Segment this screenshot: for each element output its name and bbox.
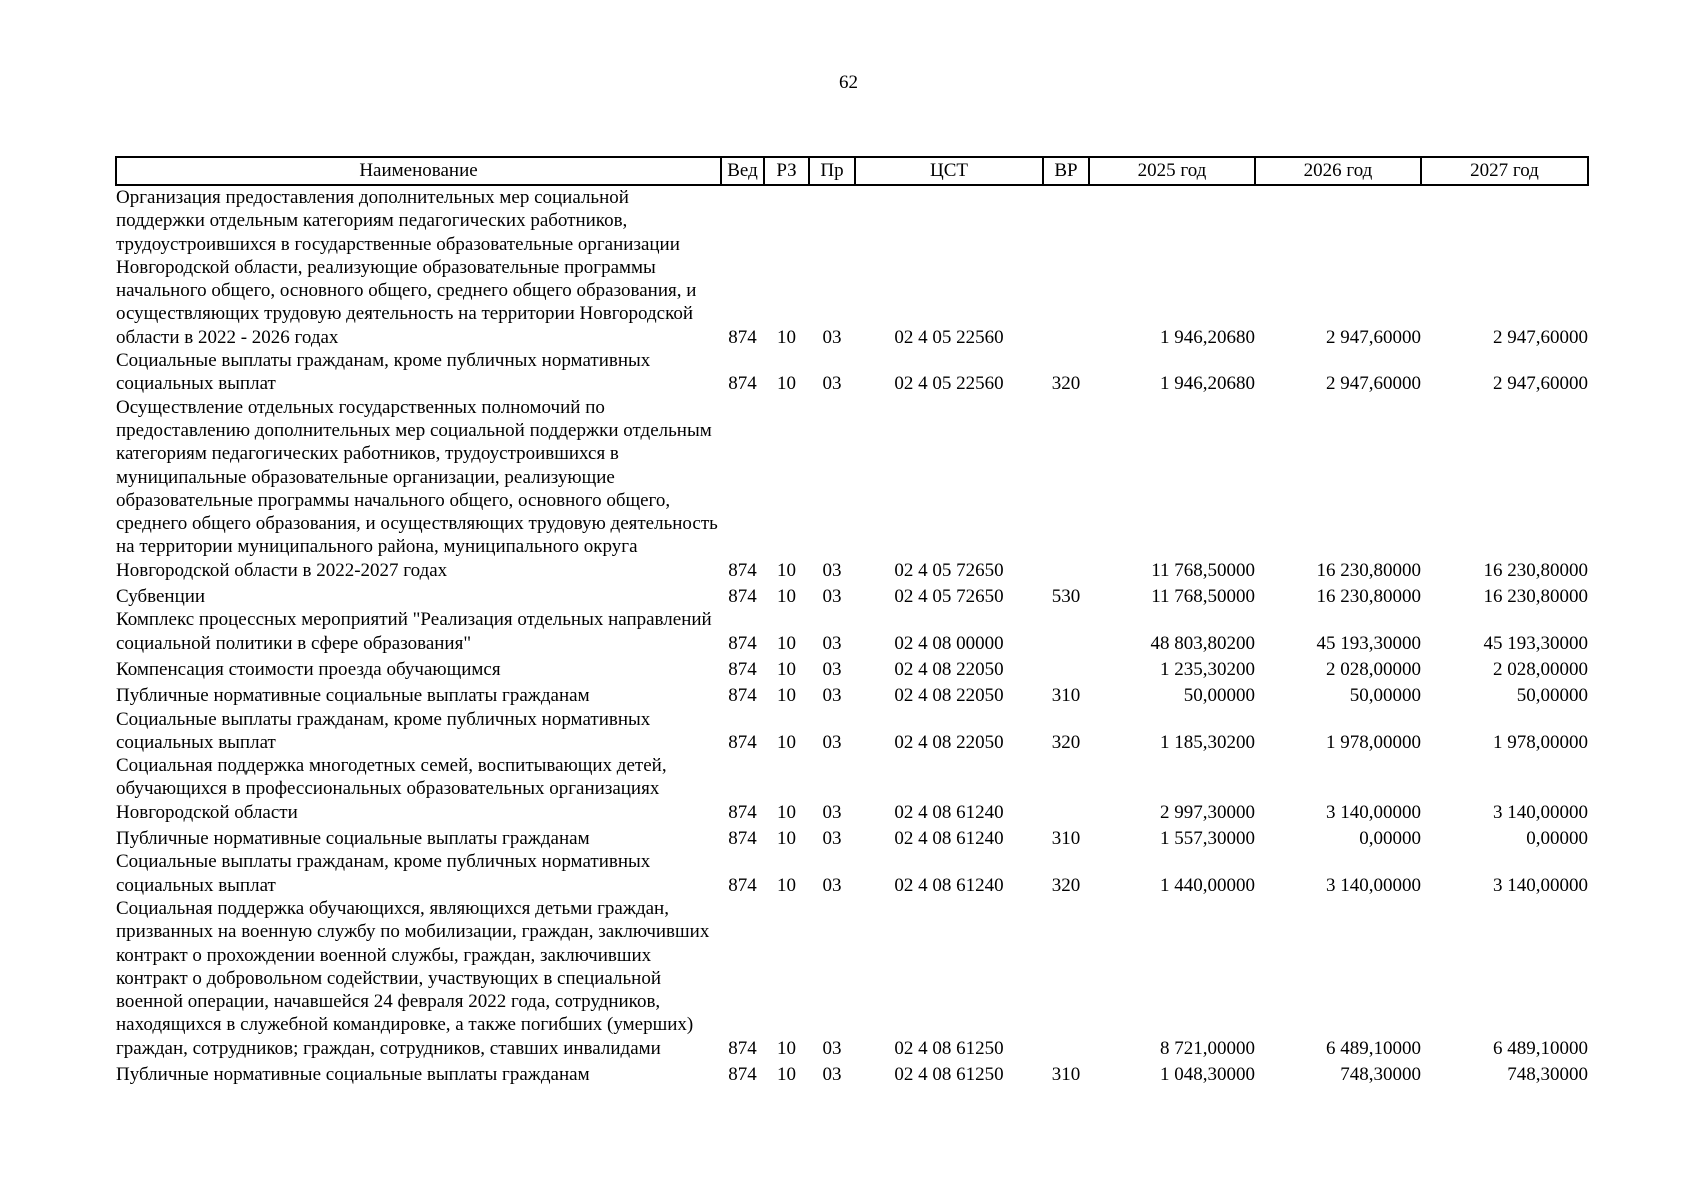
row-2027: 50,00000 [1516,685,1588,707]
row-rz: 10 [777,632,796,654]
row-ved: 874 [728,828,757,850]
table-row [116,850,1588,897]
row-2026: 16 230,80000 [1316,586,1421,608]
row-2027: 6 489,10000 [1493,1037,1588,1059]
row-ved: 874 [728,559,757,581]
row-name: Субвенции [116,586,206,608]
table-row [116,582,1588,608]
row-rz: 10 [777,586,796,608]
row-cst: 02 4 08 61240 [894,828,1004,850]
row-2026: 16 230,80000 [1316,559,1421,581]
row-vr: 320 [1051,731,1081,753]
row-name: Публичные нормативные социальные выплаты гражданам [116,828,590,850]
row-rz: 10 [777,874,796,896]
row-pr: 03 [822,559,842,581]
row-2026: 748,30000 [1340,1063,1421,1085]
row-2026: 45 193,30000 [1316,632,1421,654]
row-rz: 10 [777,1063,796,1085]
table-row [116,897,1588,1060]
row-name: Социальная поддержка многодетных семей, воспитывающих детей, обучающихся в профессиональных образовательных организациях Новгородской области [116,755,667,823]
row-2026: 3 140,00000 [1326,874,1421,896]
row-pr: 03 [822,1063,842,1085]
table-row [116,1060,1588,1086]
table-row [116,681,1588,707]
row-2027: 1 978,00000 [1493,731,1588,753]
row-vr [1043,185,1089,349]
row-2026: 6 489,10000 [1326,1037,1421,1059]
row-2025: 11 768,50000 [1151,559,1255,581]
row-name: Публичные нормативные социальные выплаты гражданам [116,685,590,707]
row-ved: 874 [728,373,757,395]
row-2027: 748,30000 [1507,1063,1588,1085]
row-cst: 02 4 08 61240 [894,874,1004,896]
row-name: Социальные выплаты гражданам, кроме публичных нормативных социальных выплат [116,350,651,395]
row-2025: 1 946,20680 [1160,373,1255,395]
row-vr [1043,396,1089,582]
row-2025: 1 235,30200 [1160,658,1255,680]
row-vr: 320 [1051,874,1081,896]
header-2026: 2026 год [1255,157,1421,185]
row-pr: 03 [822,586,842,608]
row-rz: 10 [777,685,796,707]
row-pr: 03 [822,731,842,753]
table-row [116,396,1588,582]
row-pr: 03 [822,801,842,823]
row-pr: 03 [822,1037,842,1059]
row-2027: 2 947,60000 [1493,373,1588,395]
row-cst: 02 4 05 72650 [894,586,1004,608]
table-row [116,824,1588,850]
row-2025: 1 440,00000 [1160,874,1255,896]
row-cst: 02 4 05 22560 [894,373,1004,395]
row-cst: 02 4 08 22050 [894,731,1004,753]
table-row [116,708,1588,755]
row-pr: 03 [822,658,842,680]
row-ved: 874 [728,326,757,348]
header-pr: Пр [809,157,855,185]
row-pr: 03 [822,828,842,850]
row-rz: 10 [777,559,796,581]
row-name: Социальная поддержка обучающихся, являющихся детьми граждан, призванных на военную службу по мобилизации, граждан, заключивших контракт о прохождении военной службы, граждан, заключивших контракт о добровольном содействии, участвующих в специальной военной операции, начавшейся 24 февраля 2022 года, сотрудников, находящихся в служебной командировке, а также погибших (умерших) граждан, сотрудников; граждан, сотрудников, ставших инвалидами [116,897,710,1059]
header-cst: ЦСТ [855,157,1043,185]
table-row [116,655,1588,681]
table-row [116,349,1588,396]
header-rz: РЗ [764,157,809,185]
row-rz: 10 [777,658,796,680]
row-vr [1043,754,1089,824]
row-2027: 3 140,00000 [1493,874,1588,896]
row-2025: 1 557,30000 [1160,828,1255,850]
row-2026: 0,00000 [1359,828,1421,850]
row-rz: 10 [777,326,796,348]
row-name: Публичные нормативные социальные выплаты гражданам [116,1063,590,1085]
row-ved: 874 [728,632,757,654]
row-ved: 874 [728,1037,757,1059]
row-name: Организация предоставления дополнительных мер социальной поддержки отдельным категориям педагогических работников, трудоустроившихся в государственные образовательные организации Новгородской области, реализующие образовательные программы начального общего, основного общего, среднего общего образования, и осуществляющих трудовую деятельность на территории Новгородской области в 2022 - 2026 годах [116,187,697,348]
row-cst: 02 4 05 22560 [894,326,1004,348]
row-vr [1043,897,1089,1060]
row-2026: 50,00000 [1349,685,1421,707]
row-ved: 874 [728,658,757,680]
row-2026: 2 028,00000 [1326,658,1421,680]
row-rz: 10 [777,828,796,850]
row-cst: 02 4 05 72650 [894,559,1004,581]
row-name: Комплекс процессных мероприятий "Реализация отдельных направлений социальной политики в сфере образования" [116,609,712,654]
row-cst: 02 4 08 22050 [894,658,1004,680]
row-2026: 1 978,00000 [1326,731,1421,753]
header-vr: ВР [1043,157,1089,185]
row-vr: 310 [1051,1063,1081,1085]
row-name: Компенсация стоимости проезда обучающимся [116,658,501,680]
row-cst: 02 4 08 61240 [894,801,1004,823]
row-cst: 02 4 08 00000 [894,632,1004,654]
row-2027: 16 230,80000 [1483,586,1588,608]
row-2026: 2 947,60000 [1326,373,1421,395]
row-2025: 1 185,30200 [1160,731,1255,753]
row-2025: 48 803,80200 [1150,632,1255,654]
row-2025: 1 048,30000 [1160,1063,1255,1085]
row-2027: 2 947,60000 [1493,326,1588,348]
row-2025: 1 946,20680 [1160,326,1255,348]
header-name: Наименование [116,157,721,185]
row-cst: 02 4 08 61250 [894,1037,1004,1059]
row-2025: 2 997,30000 [1160,801,1255,823]
row-2025: 50,00000 [1183,685,1255,707]
row-ved: 874 [728,586,757,608]
row-vr: 310 [1051,685,1081,707]
row-ved: 874 [728,1063,757,1085]
row-pr: 03 [822,685,842,707]
row-2025: 8 721,00000 [1160,1037,1255,1059]
table-header [116,157,1588,185]
row-2027: 3 140,00000 [1493,801,1588,823]
budget-table [115,156,1589,1086]
row-2027: 16 230,80000 [1483,559,1588,581]
row-rz: 10 [777,1037,796,1059]
row-name: Социальные выплаты гражданам, кроме публичных нормативных социальных выплат [116,851,651,896]
row-2027: 0,00000 [1526,828,1588,850]
table-row [116,608,1588,655]
row-cst: 02 4 08 61250 [894,1063,1004,1085]
row-vr: 310 [1051,828,1081,850]
header-ved: Вед [721,157,764,185]
row-name: Осуществление отдельных государственных полномочий по предоставлению дополнительных мер социальной поддержки отдельным категориям педагогических работников, трудоустроившихся в муниципальные образовательные организации, реализующие образовательные программы начального общего, основного общего, среднего общего образования, и осуществляющих трудовую деятельность на территории муниципального района, муниципального округа Новгородской области в 2022-2027 годах [116,396,718,581]
row-vr [1043,608,1089,655]
header-2025: 2025 год [1089,157,1255,185]
row-ved: 874 [728,874,757,896]
table-body [116,185,1588,1086]
row-vr [1043,655,1089,681]
row-rz: 10 [777,731,796,753]
row-pr: 03 [822,632,842,654]
header-2027: 2027 год [1421,157,1588,185]
row-2026: 2 947,60000 [1326,326,1421,348]
row-ved: 874 [728,731,757,753]
row-2027: 2 028,00000 [1493,658,1588,680]
row-2025: 11 768,50000 [1151,586,1255,608]
table-row [116,185,1588,349]
row-2027: 45 193,30000 [1483,632,1588,654]
page-number: 62 [839,72,858,93]
row-vr: 530 [1051,586,1081,608]
table-row [116,754,1588,824]
row-pr: 03 [822,874,842,896]
row-vr: 320 [1051,373,1081,395]
row-ved: 874 [728,801,757,823]
row-rz: 10 [777,801,796,823]
header-row [116,157,1588,185]
row-name: Социальные выплаты гражданам, кроме публичных нормативных социальных выплат [116,708,651,753]
row-cst: 02 4 08 22050 [894,685,1004,707]
row-2026: 3 140,00000 [1326,801,1421,823]
row-ved: 874 [728,685,757,707]
row-pr: 03 [822,326,842,348]
row-pr: 03 [822,373,842,395]
row-rz: 10 [777,373,796,395]
